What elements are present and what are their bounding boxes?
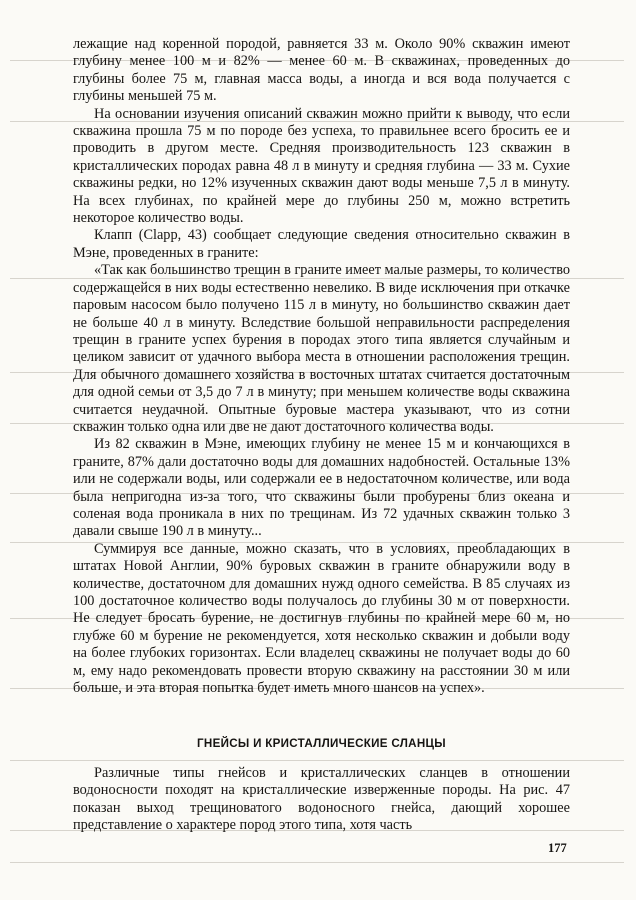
scan-rule xyxy=(10,862,624,863)
paragraph: лежащие над коренной породой, равняется 33 м. Около 90% скважин имеют глубину менее 100 м и 82% — менее 60 м. В скважинах, проведенных до глубины более 75 м, главная масса воды, а иногда и вся вода получается с глубины меньшей 75 м. xyxy=(73,36,570,105)
paragraph: На основании изучения описаний скважин можно прийти к выводу, что если скважина прошла 75 м по породе без успеха, то правильнее всего бросить ее и проводить в другом месте. Средняя производительность 123 скважин в кристаллических породах равна 48 л в минуту и средняя глубина — 33 м. Сухие скважины редки, но 12% изученных скважин дают воды меньше 7,5 л в минуту. На всех глубинах, по крайней мере до глубины 250 м, можно встретить некоторое количество воды. xyxy=(73,105,570,227)
section-text xyxy=(73,765,570,835)
page-number: 177 xyxy=(548,841,567,855)
paragraph: Различные типы гнейсов и кристаллических сланцев в отношении водоносности походят на кристаллические изверженные породы. На рис. 47 показан выход трещиноватого водоносного гнейса, дающий хорошее представление о характере пород этого типа, хотя часть xyxy=(73,765,570,834)
paragraph: Суммируя все данные, можно сказать, что в условиях, преобладающих в штатах Новой Англии, 90% буровых скважин в граните обнаружили воду в количестве, достаточном для домашних нужд одного семейства. В 85 случаях из 100 достаточное количество воды получалось до глубины 30 м от поверхности. Не следует бросать бурение, не достигнув глубины по крайней мере 60 м, но глубже 60 м бурение не рекомендуется, хотя несколько скважин и добыли воду на более глубоких горизонтах. Если владелец скважины не получает воды до 60 м, ему надо рекомендовать провести вторую скважину на расстоянии 30 м или больше, и эта вторая попытка будет иметь много шансов на успех». xyxy=(73,540,570,697)
quote-paragraph: «Так как большинство трещин в граните имеет малые размеры, то количество содержащейся в них воды естественно невелико. В виде исключения при откачке паровым насосом было получено 115 л в минуту, но большинство скважин дает не больше 40 л в минуту. Вследствие большой неправильности распределения трещин в граните успех бурения в породах этого типа является случайным и целиком зависит от удачного выбора места в отношении расположения трещин. Для обычного домашнего хозяйства в восточных штатах считается достаточным для одной семьи от 3,5 до 7 л в минуту; при меньшем количестве воды скважина считается неудачной. Опытные буровые мастера указывают, что из сотни скважин только одна или две не дают достаточного количества воды. xyxy=(73,262,570,435)
section-heading: ГНЕЙСЫ И КРИСТАЛЛИЧЕСКИЕ СЛАНЦЫ xyxy=(197,737,446,750)
paragraph: Клапп (Clapp, 43) сообщает следующие сведения относительно скважин в Мэне, проведенных в граните: xyxy=(73,227,570,261)
quote-paragraph: Из 82 скважин в Мэне, имеющих глубину не менее 15 м и кончающихся в граните, 87% дали достаточно воды для домашних надобностей. Остальные 13% или не содержали воды, или содержали ее в недостаточном количестве, или вода была непригодна из-за того, что скважины были пробурены близ океана и соленая вода проникала в них по трещинам. Из 72 удачных скважин только 3 давали свыше 190 л в минуту... xyxy=(73,436,570,540)
main-text xyxy=(73,36,570,697)
scan-rule xyxy=(10,760,624,761)
